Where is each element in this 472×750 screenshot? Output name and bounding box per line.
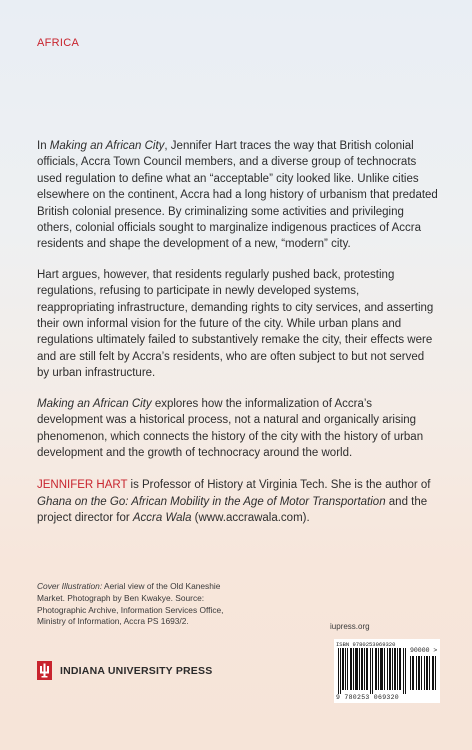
category-label: AFRICA	[37, 37, 80, 49]
publisher-logo	[37, 661, 212, 680]
project-name: Accra Wala	[132, 512, 192, 525]
publisher-name: INDIANA UNIVERSITY PRESS	[60, 664, 213, 677]
previous-book-title: Ghana on the Go: African Mobility in the Age of Motor Transportation	[37, 495, 386, 508]
author-bio	[37, 477, 439, 526]
blurb-paragraph-3	[37, 396, 439, 462]
barcode-bars	[337, 648, 407, 694]
price-code: 90000 >	[410, 647, 438, 654]
iu-trident-icon	[37, 661, 52, 680]
credit-label: Cover Illustration:	[37, 581, 103, 591]
book-title: Making an African City	[49, 140, 165, 152]
blurb-paragraph-1	[37, 138, 439, 253]
barcode-addon-bars	[410, 656, 436, 690]
isbn-label: ISBN 9780253069320	[336, 641, 396, 648]
bio-text: is Professor of History at Virginia Tech. She is the author of	[127, 479, 431, 492]
blurb-text: , Jennifer Hart traces the way that British colonial officials, Accra Town Council members, and a diverse group of technocrats used regulation to define what an “acceptable” city looked like. Unlike cities elsewhere on the continent, Accra had a long history of urbanism that predated British colonial presence. By criminalizing some activities and privileging others, colonial officials sought to marginalize indigenous practices of Accra residents and shape the development of a new, “modern” city.	[37, 140, 438, 251]
isbn-barcode	[334, 639, 440, 703]
book-title: Making an African City	[37, 397, 152, 410]
bio-text: and the project director for	[37, 495, 428, 525]
blurb-paragraph-2: Hart argues, however, that residents regularly pushed back, protesting regulations, refusing to participate in newly developed systems, reappropriating infrastructure, demanding rights to city services, and asserting their own informal vision for the future of the city. While urban plans and regulations ultimately failed to substantively remake the city, their effects were and are still felt by Accra’s residents, who are often subject to but not served by urban infrastructure.	[37, 268, 434, 380]
cover-illustration-credit	[37, 581, 237, 628]
back-cover-blurb	[37, 138, 439, 541]
blurb-intro: In	[37, 140, 50, 152]
isbn-digits: 9 780253 069320	[336, 694, 400, 701]
blurb-text: explores how the informalization of Accra’s development was a historical process, not a natural and organically arising phenomenon, which connects the history of the city with the history of urban development and the growth of technocracy around the world.	[37, 397, 424, 459]
credit-text: Aerial view of the Old Kaneshie Market. Photograph by Ben Kwakye. Source: Photographic Archive, Information Services Office, Ministry of Information, Accra PS 1693/2.	[37, 581, 224, 627]
author-name: JENNIFER HART	[37, 479, 128, 492]
publisher-url[interactable]: iupress.org	[330, 622, 370, 631]
bio-text: (www.accrawala.com).	[191, 512, 310, 525]
